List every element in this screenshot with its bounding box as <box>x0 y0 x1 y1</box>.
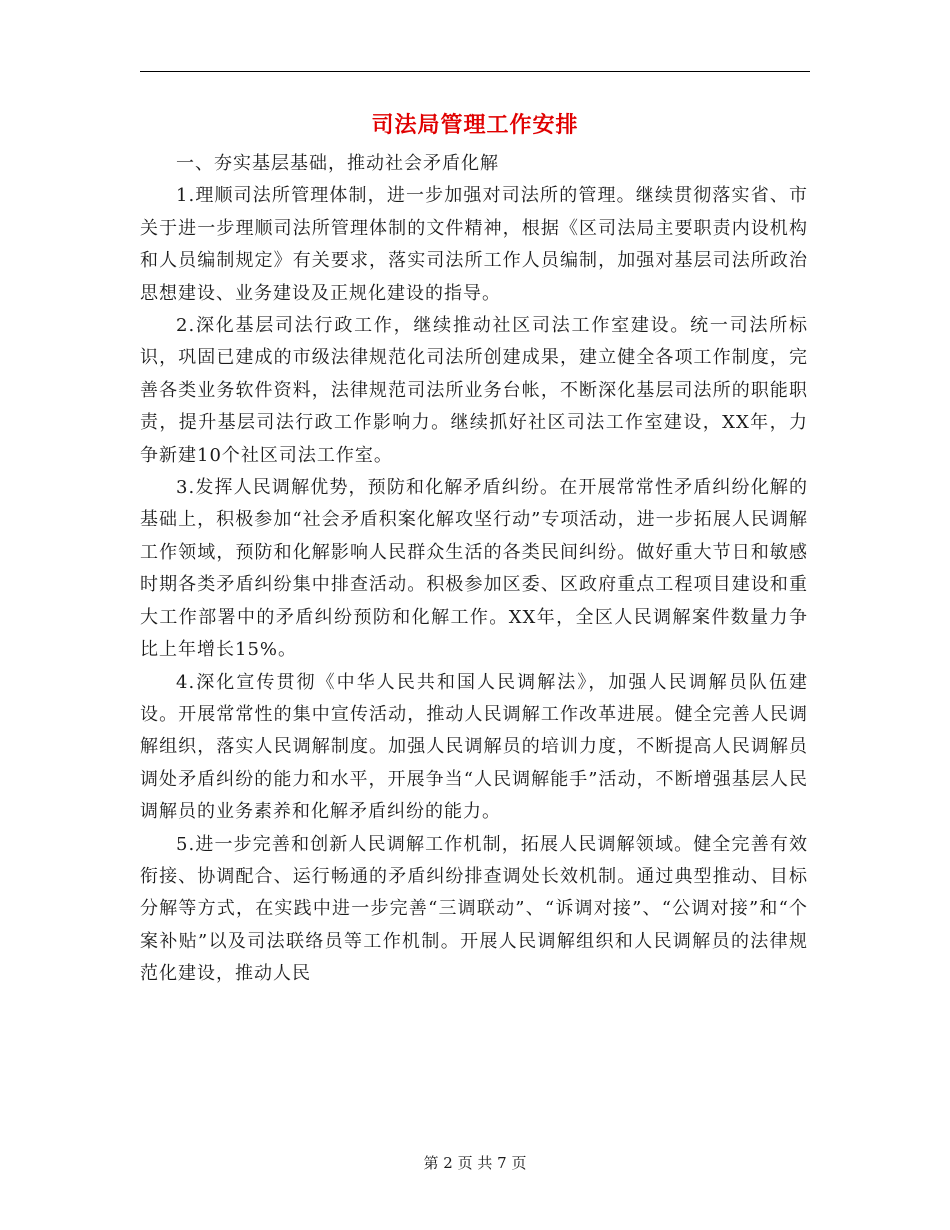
paragraph-item-4: 4.深化宣传贯彻《中华人民共和国人民调解法》，加强人民调解员队伍建设。开展常常性的集中宣传活动，推动人民调解工作改革进展。健全完善人民调解组织，落实人民调解制度。加强人民调解员的培训力度，不断提高人民调解员调处矛盾纠纷的能力和水平，开展争当“人民调解能手”活动，不断增强基层人民调解员的业务素养和化解矛盾纠纷的能力。 <box>140 671 808 823</box>
paragraph-item-3: 3.发挥人民调解优势，预防和化解矛盾纠纷。在开展常常性矛盾纠纷化解的基础上，积极参加“社会矛盾积案化解攻坚行动”专项活动，进一步拓展人民调解工作领域，预防和化解影响人民群众生活的各类民间纠纷。做好重大节日和敏感时期各类矛盾纠纷集中排查活动。积极参加区委、区政府重点工程项目建设和重大工作部署中的矛盾纠纷预防和化解工作。XX年，全区人民调解案件数量力争比上年增长15%。 <box>140 477 808 661</box>
paragraph-item-1: 1.理顺司法所管理体制，进一步加强对司法所的管理。继续贯彻落实省、市关于进一步理顺司法所管理体制的文件精神，根据《区司法局主要职责内设机构和人员编制规定》有关要求，落实司法所工作人员编制，加强对基层司法所政治思想建设、业务建设及正规化建设的指导。 <box>140 185 808 304</box>
page-number-footer: 第 2 页 共 7 页 <box>423 1154 527 1172</box>
paragraph-item-2: 2.深化基层司法行政工作，继续推动社区司法工作室建设。统一司法所标识，巩固已建成的市级法律规范化司法所创建成果，建立健全各项工作制度，完善各类业务软件资料，法律规范司法所业务台帐，不断深化基层司法所的职能职责，提升基层司法行政工作影响力。继续抓好社区司法工作室建设，XX年，力争新建10个社区司法工作室。 <box>140 315 808 466</box>
section-heading: 一、夯实基层基础，推动社会矛盾化解 <box>176 153 499 174</box>
document-title: 司法局管理工作安排 <box>371 112 579 138</box>
document-body <box>140 148 808 991</box>
paragraph-item-5: 5.进一步完善和创新人民调解工作机制，拓展人民调解领域。健全完善有效衔接、协调配合、运行畅通的矛盾纠纷排查调处长效机制。通过典型推动、目标分解等方式，在实践中进一步完善“三调联动”、“诉调对接”、“公调对接”和“个案补贴”以及司法联络员等工作机制。开展人民调解组织和人民调解员的法律规范化建设，推动人民 <box>140 833 808 985</box>
header-rule <box>140 71 810 72</box>
